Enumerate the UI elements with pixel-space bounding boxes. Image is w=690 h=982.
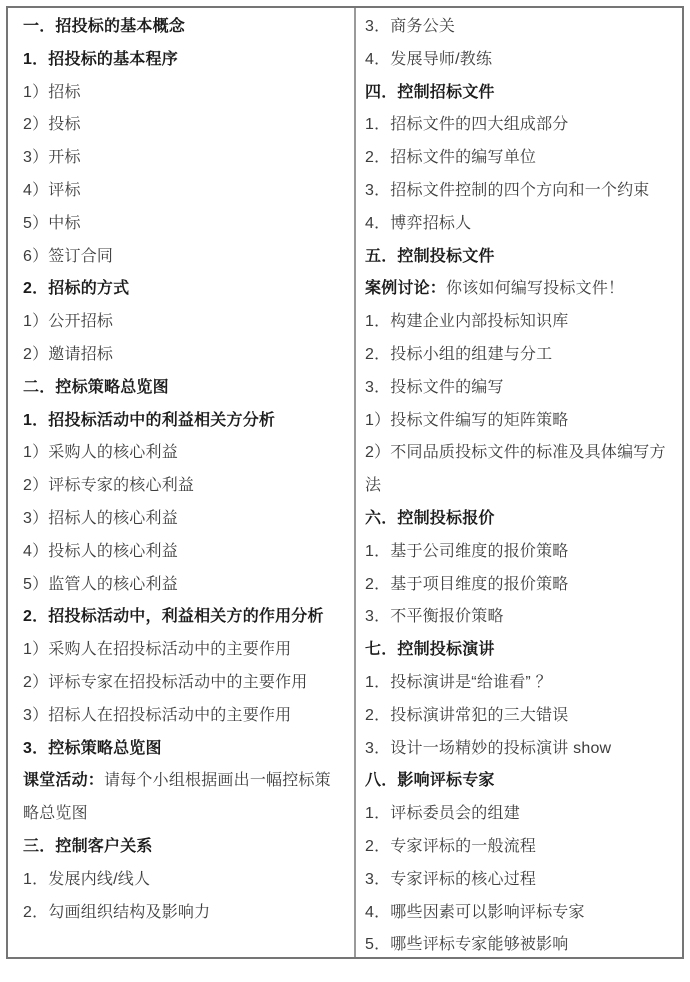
outline-item: 3．商务公关 [365,18,456,35]
outline-item: 2）评标专家的核心利益 [23,477,195,495]
outline-item: 3．不平衡报价策略 [365,608,504,626]
outline-item: 1）招标 [23,83,81,101]
outline-item: 1．基于公司维度的报价策略 [365,542,569,560]
outline-item: 2．专家评标的一般流程 [365,837,537,855]
outline-heading: 3．控标策略总览图 [23,739,162,757]
outline-item: 1．评标委员会的组建 [365,805,520,823]
outline-heading: 1．招投标活动中的利益相关方分析 [23,411,276,429]
outline-heading: 四．控制招标文件 [365,83,495,101]
outline-item: 1．招标文件的四大组成部分 [365,116,569,134]
outline-item: 3．投标文件的编写 [365,378,504,396]
outline-item: 2）邀请招标 [23,345,114,363]
outline-heading: 1．招投标的基本程序 [23,50,178,68]
outline-item: 4．博弈招标人 [365,214,472,232]
outline-item: 1）投标文件编写的矩阵策略 [365,411,569,429]
outline-item: 3）招标人的核心利益 [23,509,178,527]
outline-item: 3）开标 [23,149,81,167]
outline-item: 3）招标人在招投标活动中的主要作用 [23,706,292,724]
course-outline-table [6,6,684,959]
outline-heading: 七．控制投标演讲 [365,641,495,659]
outline-item: 3．招标文件控制的四个方向和一个约束 [365,181,650,199]
outline-item: 2）不同品质投标文件的标准及具体编写方法 [365,444,666,495]
outline-item: 2）投标 [23,116,81,134]
outline-item-text: 你该如何编写投标文件！ [446,280,625,298]
outline-item: 2．招标文件的编写单位 [365,149,537,167]
outline-heading: 一．招投标的基本概念 [23,18,186,35]
outline-item: 2．基于项目维度的报价策略 [365,575,569,593]
outline-item-text: 请每个小组根据画出一幅控标策略总览图 [23,772,331,823]
outline-item: 2．投标小组的组建与分工 [365,345,553,363]
outline-item-prefix: 课堂活动： [23,772,105,790]
outline-item: 4）投标人的核心利益 [23,542,178,560]
outline-item: 4．哪些因素可以影响评标专家 [365,903,585,921]
outline-column-right [354,8,682,957]
outline-item: 2．投标演讲常犯的三大错误 [365,706,569,724]
outline-heading: 五．控制投标文件 [365,247,495,265]
outline-heading: 2．招投标活动中，利益相关方的作用分析 [23,608,324,626]
outline-heading: 二．控标策略总览图 [23,378,169,396]
outline-item: 5）监管人的核心利益 [23,575,178,593]
outline-item: 1．构建企业内部投标知识库 [365,313,569,331]
outline-item [23,765,344,831]
outline-item: 2．勾画组织结构及影响力 [23,903,211,921]
outline-item: 3．设计一场精妙的投标演讲 show [365,739,612,757]
outline-item: 2）评标专家在招投标活动中的主要作用 [23,673,308,691]
outline-item [365,273,674,306]
outline-column-left [8,8,354,957]
outline-item: 4）评标 [23,181,81,199]
outline-item: 1）采购人的核心利益 [23,444,178,462]
outline-item: 3．专家评标的核心过程 [365,870,537,888]
outline-item-prefix: 案例讨论： [365,280,447,298]
outline-item: 1）采购人在招投标活动中的主要作用 [23,641,292,659]
outline-heading: 三．控制客户关系 [23,837,153,855]
outline-item: 6）签订合同 [23,247,114,265]
outline-item: 4．发展导师/教练 [365,50,493,68]
outline-heading: 六．控制投标报价 [365,509,495,527]
outline-heading: 八．影响评标专家 [365,772,495,790]
outline-heading: 2．招标的方式 [23,280,130,298]
outline-item: 1）公开招标 [23,313,114,331]
outline-item: 5．哪些评标专家能够被影响 [365,936,569,954]
outline-item: 5）中标 [23,214,81,232]
outline-item: 1．投标演讲是“给谁看” ？ [365,673,552,691]
outline-item: 1．发展内线/线人 [23,870,151,888]
